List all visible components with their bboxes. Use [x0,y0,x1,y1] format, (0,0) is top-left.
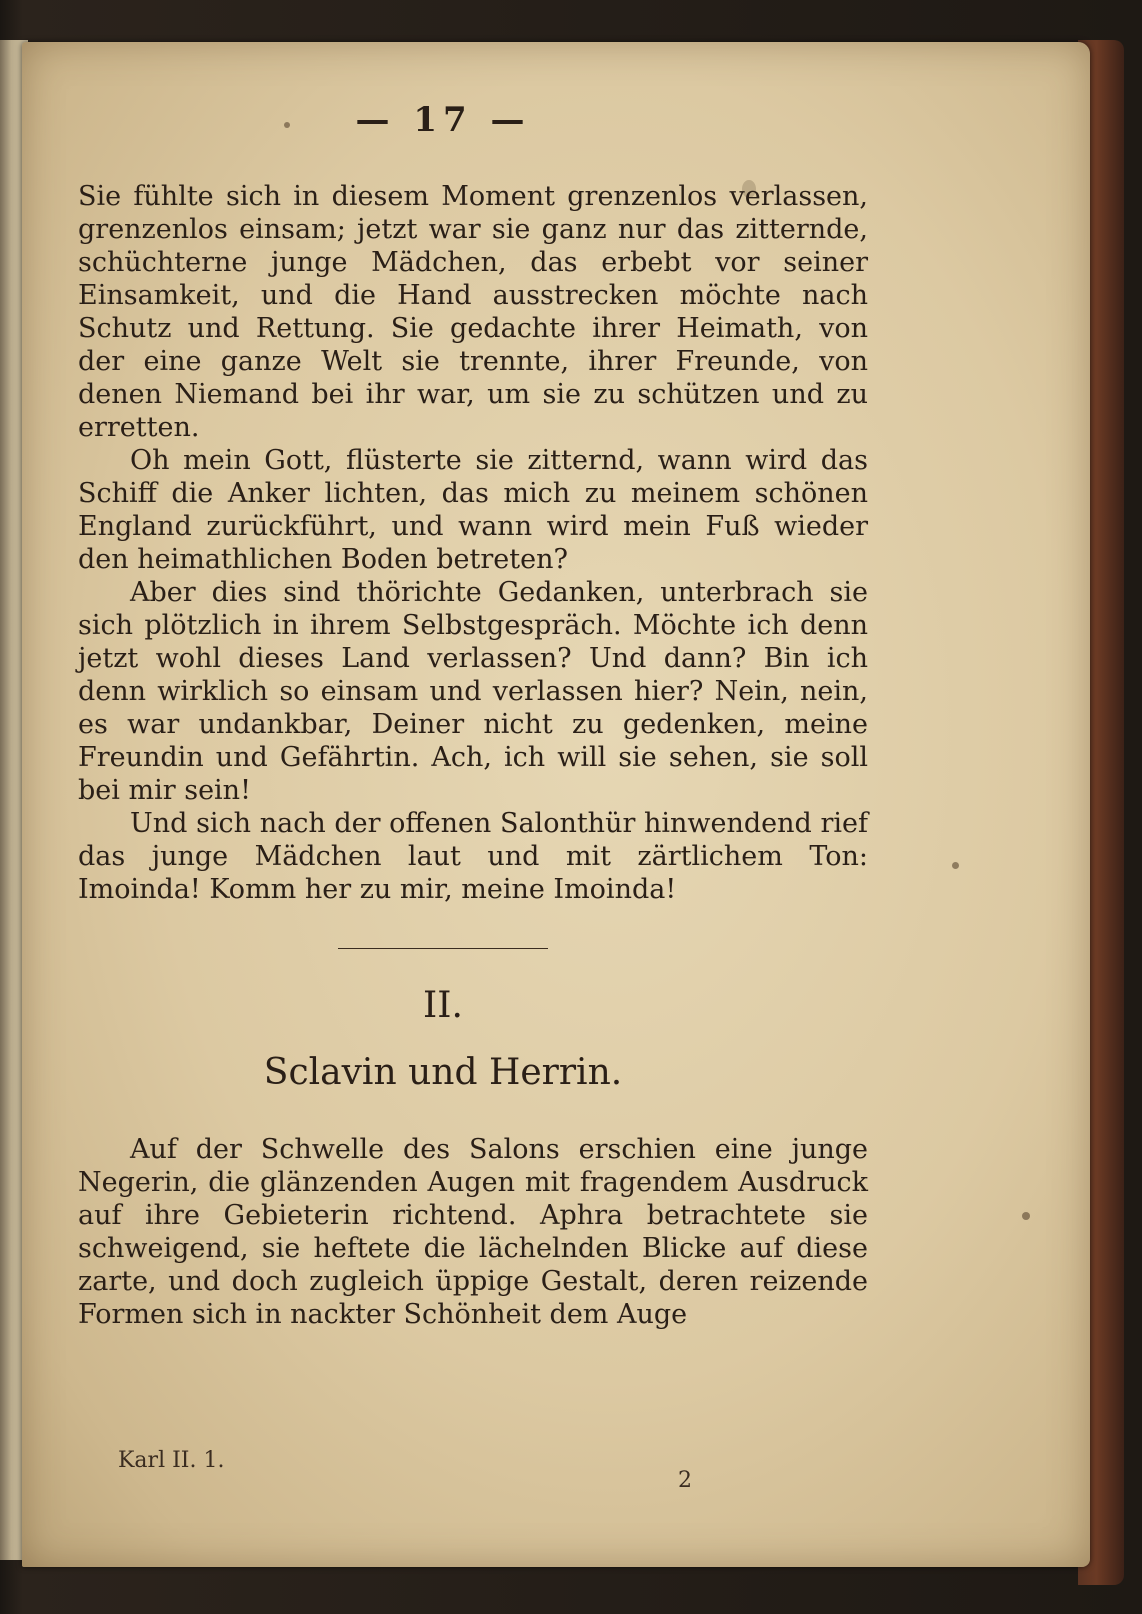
chapter-title: Sclavin und Herrin. [263,1052,623,1093]
printer-signature: Karl II. 1. [118,1448,225,1473]
ink-speck [952,862,959,869]
page-content [78,100,868,1331]
paragraph: Aber dies sind thörichte Gedanken, unterbrach sie sich plötzlich in ihrem Selbstgespräch. Möchte ich denn jetzt wohl dieses Land verlassen? Und dann? Bin ich denn wirklich so einsam und verlassen hier? Nein, nein, es war undankbar, Deiner nicht zu gedenken, meine Freundin und Gefährtin. Ach, ich will sie sehen, sie soll bei mir sein! [78,577,868,806]
paragraph: Oh mein Gott, flüsterte sie zitternd, wann wird das Schiff die Anker lichten, das mich zu meinem schönen England zurückführt, und wann wird mein Fuß wieder den heimathlichen Boden betreten? [78,445,868,575]
ink-speck [1022,1212,1030,1220]
page-number: — 17 — [355,100,531,140]
paragraph: Sie fühlte sich in diesem Moment grenzenlos verlassen, grenzenlos einsam; jetzt war sie ganz nur das zitternde, schüchterne junge Mädchen, das erbebt vor seiner Einsamkeit, und die Hand ausstrecken möchte nach Schutz und Rettung. Sie gedachte ihrer Heimath, von der eine ganze Welt sie trennte, ihrer Freunde, von denen Niemand bei ihr war, um sie zu schützen und zu erretten. [78,181,868,443]
sheet-number: 2 [678,1468,692,1493]
section-divider [338,948,548,949]
paragraph: Und sich nach der offenen Salonthür hinwendend rief das junge Mädchen laut und mit zärtlichem Ton: Imoinda! Komm her zu mir, meine Imoinda! [78,808,868,905]
chapter-opening-paragraph: Auf der Schwelle des Salons erschien eine junge Negerin, die glänzenden Augen mit fragendem Ausdruck auf ihre Gebieterin richtend. Aphra betrachtete sie schweigend, sie heftete die lächelnden Blicke auf diese zarte, und doch zugleich üppige Gestalt, deren reizende Formen sich in nackter Schönheit dem Auge [78,1134,868,1330]
chapter-number: II. [423,985,463,1026]
